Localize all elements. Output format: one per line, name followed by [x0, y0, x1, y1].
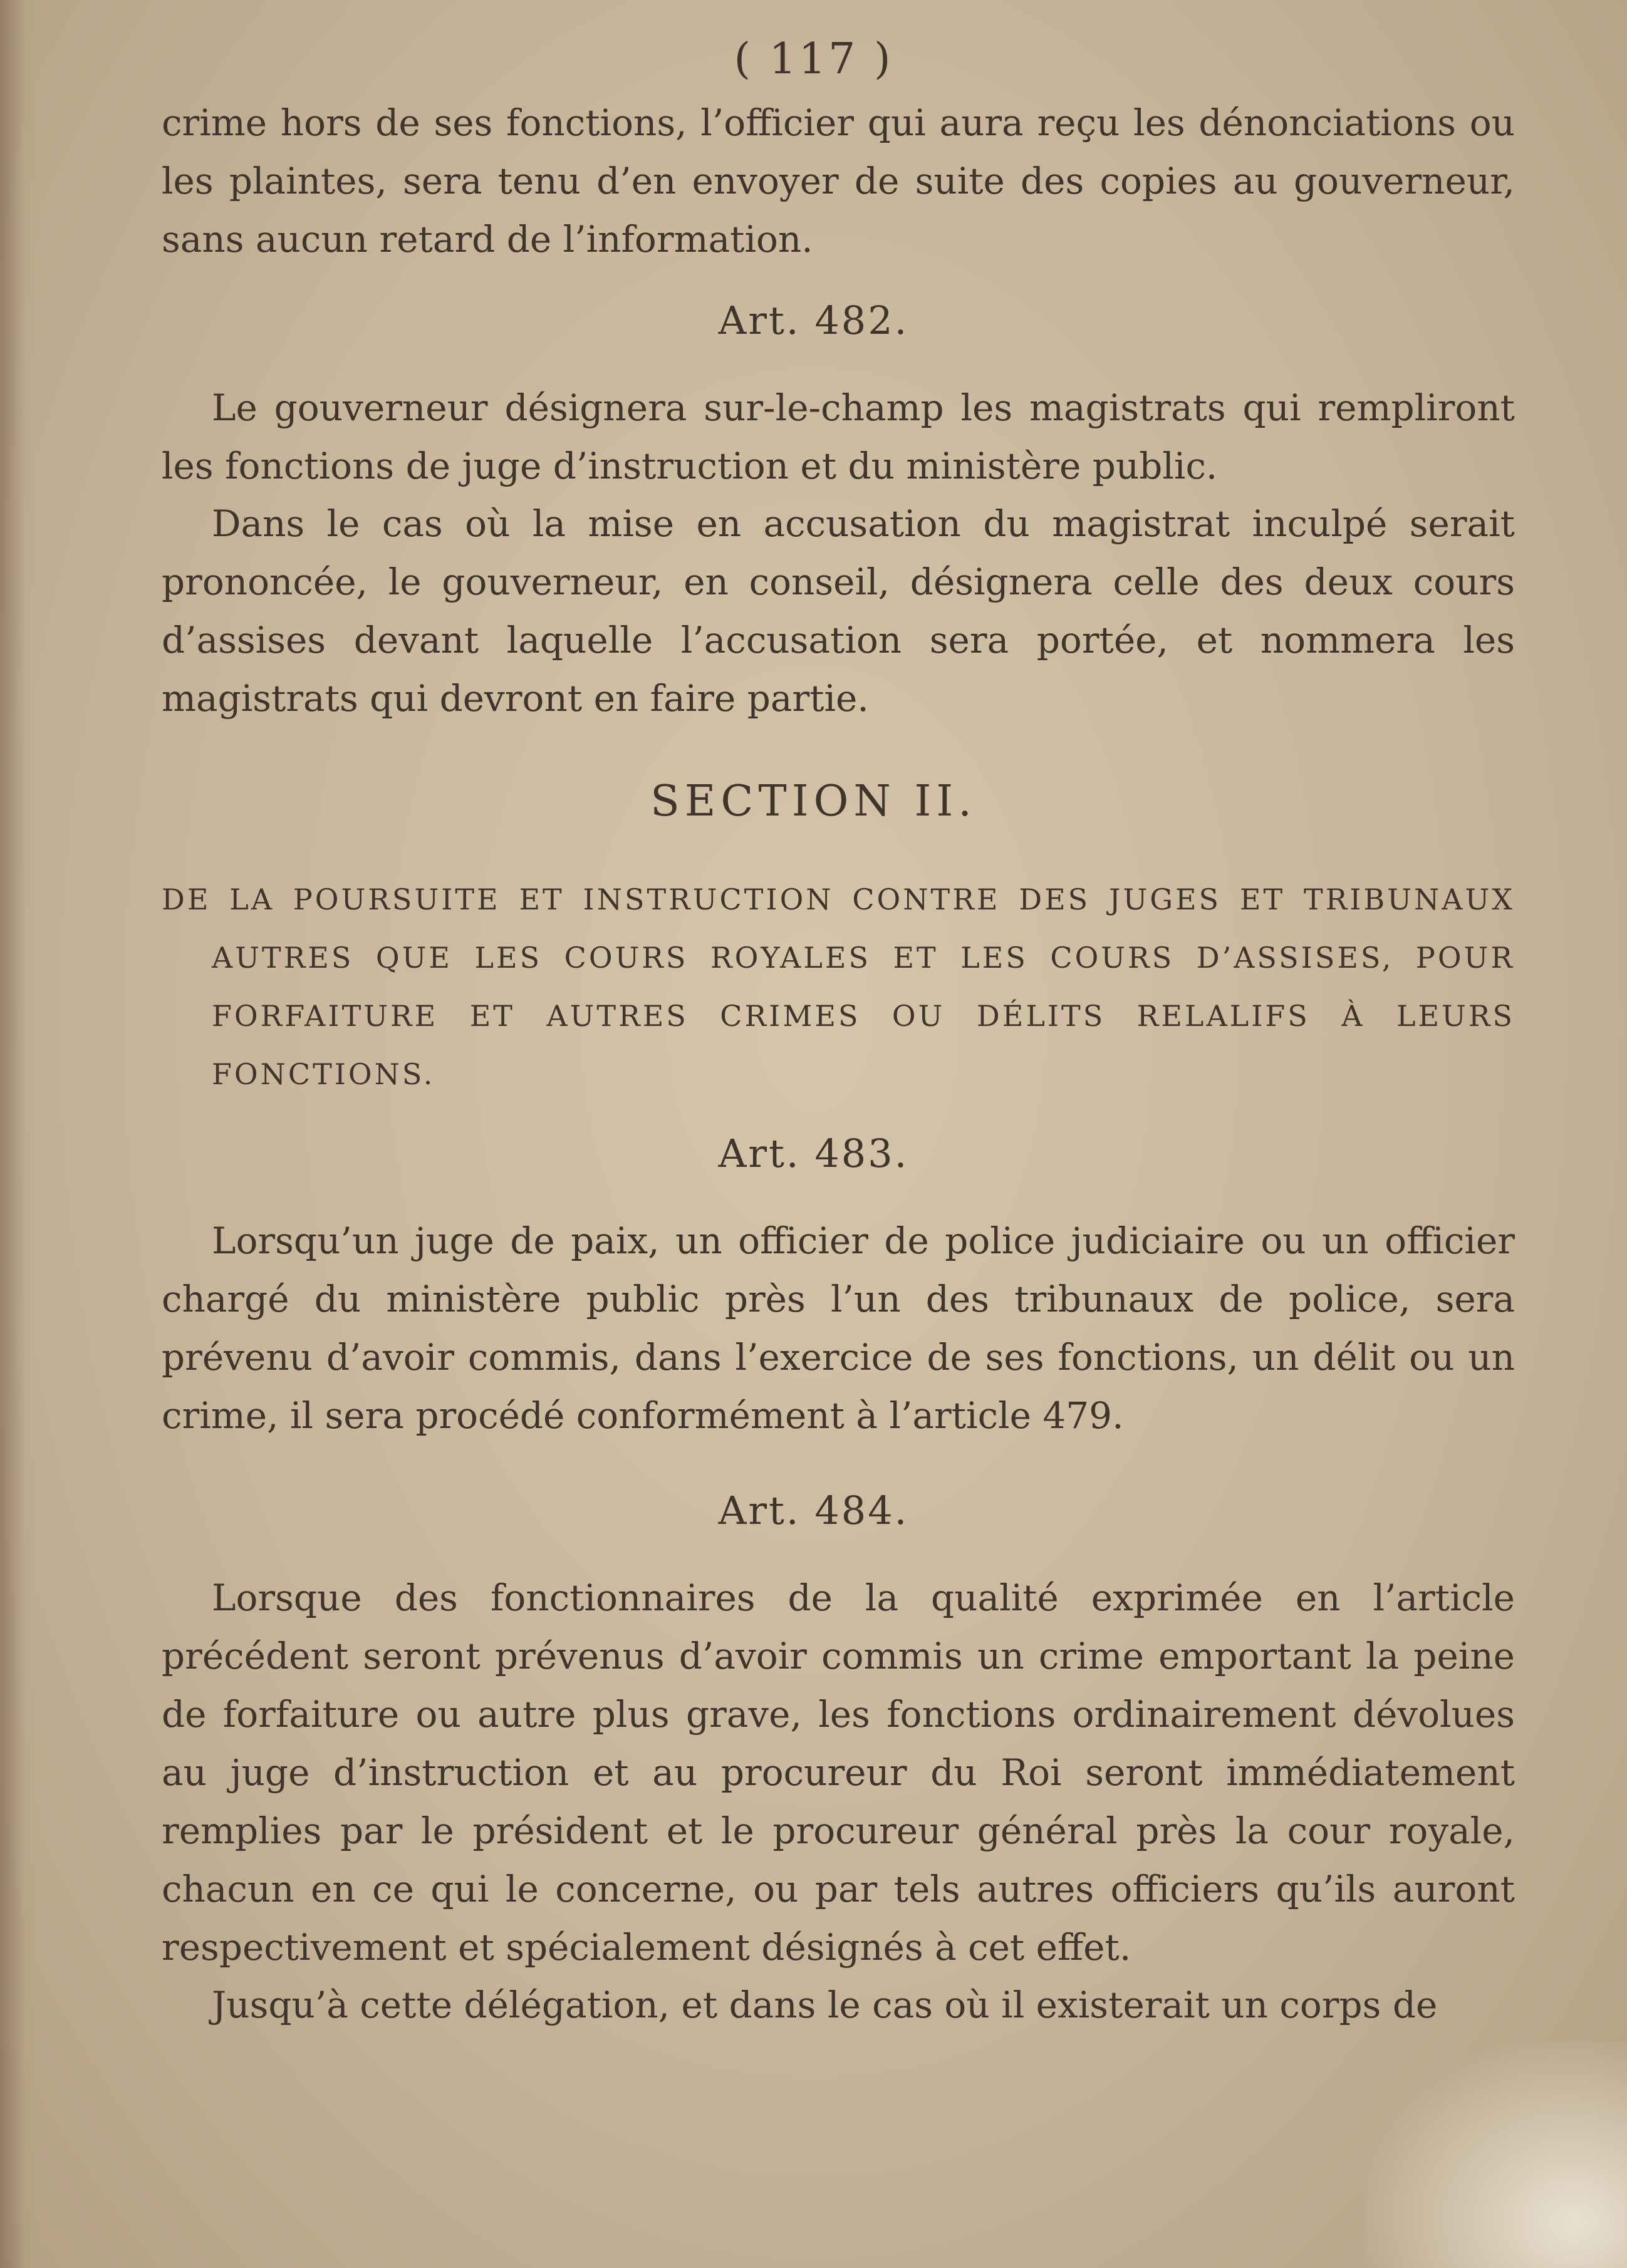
- article-484-heading: Art. 484.: [718, 1488, 909, 1533]
- article-483-heading: Art. 483.: [718, 1131, 909, 1176]
- article-482-heading: Art. 482.: [718, 298, 909, 343]
- article-482-paragraph-2: Dans le cas où la mise en accusation du magistrat inculpé serait prononcée, le gouverneur, en conseil, désignera celle des deux cours d’assises devant laquelle l’accusation sera portée, et nommera les magistrats qui devront en faire partie.: [162, 502, 1515, 720]
- section-subtitle: DE LA POURSUITE ET INSTRUCTION CONTRE DES JUGES ET TRIBUNAUX AUTRES QUE LES COURS ROYALES ET LES COURS D’ASSISES, POUR FORFAITURE ET AUTRES CRIMES OU DÉLITS RELALIFS À LEURS FONCTIONS.: [162, 883, 1515, 1091]
- article-484-paragraph-2: Jusqu’à cette délégation, et dans le cas où il existerait un corps de: [212, 1984, 1438, 2026]
- section-heading: SECTION II.: [650, 777, 977, 826]
- article-482-paragraph-1: Le gouverneur désignera sur-le-champ les magistrats qui rempliront les fonctions de juge d’instruction et du ministère public.: [162, 386, 1515, 487]
- paragraph-continuation: crime hors de ses fonctions, l’officier qui aura reçu les dénonciations ou les plaintes, sera tenu d’en envoyer de suite des copies au gouverneur, sans aucun retard de l’information.: [162, 101, 1515, 261]
- page-number: ( 117 ): [734, 34, 893, 84]
- article-484-paragraph-1: Lorsque des fonctionnaires de la qualité exprimée en l’article précédent seront prévenus d’avoir commis un crime emportant la peine de forfaiture ou autre plus grave, les fonctions ordinairement dévolues au juge d’instruction et au procureur du Roi seront immédiatement remplies par le président et le procureur général près la cour royale, chacun en ce qui le concerne, ou par tels autres officiers qu’ils auront respectivement et spécialement désignés à cet effet.: [162, 1577, 1515, 1969]
- article-483-paragraph: Lorsqu’un juge de paix, un officier de police judiciaire ou un officier chargé du ministère public près l’un des tribunaux de police, sera prévenu d’avoir commis, dans l’exercice de ses fonctions, un délit ou un crime, il sera procédé conformément à l’article 479.: [162, 1219, 1515, 1437]
- paper-stain: [1364, 2043, 1627, 2268]
